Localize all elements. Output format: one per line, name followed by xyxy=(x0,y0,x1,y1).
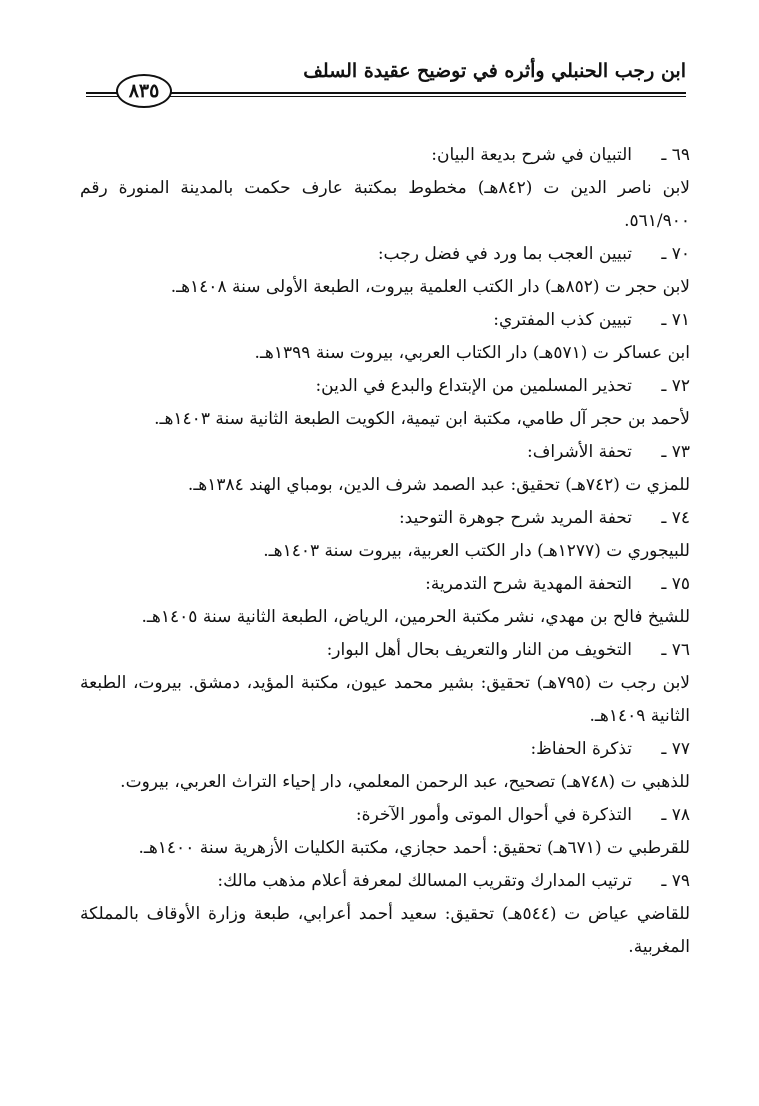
bibliography-entry xyxy=(80,634,690,733)
bibliography-entry xyxy=(80,238,690,304)
bibliography-entry xyxy=(80,502,690,568)
entry-number: ٦٩ ـ xyxy=(661,145,690,165)
entry-description: لأحمد بن حجر آل طامي، مكتبة ابن تيمية، الكويت الطبعة الثانية سنة ١٤٠٣هـ. xyxy=(154,409,690,429)
entry-title: تحذير المسلمين من الإبتداع والبدع في الدين: xyxy=(315,376,632,396)
entry-title: التخويف من النار والتعريف بحال أهل البوار: xyxy=(326,640,632,660)
entry-title: ترتيب المدارك وتقريب المسالك لمعرفة أعلام مذهب مالك: xyxy=(217,871,632,891)
entry-title: تحفة المريد شرح جوهرة التوحيد: xyxy=(398,508,632,528)
entry-title-line xyxy=(80,799,690,832)
running-title: ابن رجب الحنبلي وأثره في توضيح عقيدة السلف xyxy=(303,60,686,82)
entry-title-line xyxy=(80,634,690,667)
entry-number: ٧٦ ـ xyxy=(661,640,690,660)
bibliography-entry xyxy=(80,304,690,370)
entry-title: التحفة المهدية شرح التدمرية: xyxy=(425,574,632,594)
entry-number: ٧٠ ـ xyxy=(661,244,690,264)
entry-title-line xyxy=(80,568,690,601)
entry-title-line xyxy=(80,436,690,469)
entry-title: التبيان في شرح بديعة البيان: xyxy=(431,145,632,165)
entry-description: للشيخ فالح بن مهدي، نشر مكتبة الحرمين، الرياض، الطبعة الثانية سنة ١٤٠٥هـ. xyxy=(141,607,690,627)
entry-title: تذكرة الحفاظ: xyxy=(530,739,632,759)
entry-title: تحفة الأشراف: xyxy=(527,442,632,462)
bibliography-entry xyxy=(80,799,690,865)
entry-number: ٧٢ ـ xyxy=(661,376,690,396)
entry-number: ٧٣ ـ xyxy=(661,442,690,462)
header-rule-end xyxy=(86,92,118,97)
entry-number: ٧١ ـ xyxy=(661,310,690,330)
page-header xyxy=(86,52,686,102)
entry-description: لابن ناصر الدين ت (٨٤٢هـ) مخطوط بمكتبة عارف حكمت بالمدينة المنورة رقم ٥٦١/٩٠٠. xyxy=(80,178,690,231)
entry-title-line xyxy=(80,238,690,271)
entry-description: للقرطبي ت (٦٧١هـ) تحقيق: أحمد حجازي، مكتبة الكليات الأزهرية سنة ١٤٠٠هـ. xyxy=(138,838,690,858)
entry-description: للقاضي عياض ت (٥٤٤هـ) تحقيق: سعيد أحمد أعرابي، طبعة وزارة الأوقاف بالمملكة المغربية. xyxy=(80,904,691,957)
entry-title-line xyxy=(80,304,690,337)
entry-title-line xyxy=(80,733,690,766)
entry-title-line xyxy=(80,502,690,535)
entry-title-line xyxy=(80,370,690,403)
entry-description: ابن عساكر ت (٥٧١هـ) دار الكتاب العربي، بيروت سنة ١٣٩٩هـ. xyxy=(254,343,690,363)
entry-description: للبيجوري ت (١٢٧٧هـ) دار الكتب العربية، بيروت سنة ١٤٠٣هـ. xyxy=(263,541,690,561)
entry-title: تبيين العجب بما ورد في فضل رجب: xyxy=(377,244,632,264)
header-rule xyxy=(166,92,686,97)
entry-number: ٧٧ ـ xyxy=(661,739,690,759)
entry-number: ٧٩ ـ xyxy=(661,871,690,891)
bibliography-list xyxy=(80,139,690,964)
bibliography-entry xyxy=(80,370,690,436)
entry-number: ٧٨ ـ xyxy=(661,805,690,825)
bibliography-entry xyxy=(80,139,690,238)
entry-number: ٧٥ ـ xyxy=(661,574,690,594)
bibliography-entry xyxy=(80,436,690,502)
entry-title-line xyxy=(80,139,690,172)
entry-title: تبيين كذب المفتري: xyxy=(493,310,632,330)
entry-description: لابن حجر ت (٨٥٢هـ) دار الكتب العلمية بيروت، الطبعة الأولى سنة ١٤٠٨هـ. xyxy=(170,277,690,297)
entry-title: التذكرة في أحوال الموتى وأمور الآخرة: xyxy=(355,805,632,825)
page-number xyxy=(116,74,172,108)
bibliography-entry xyxy=(80,568,690,634)
entry-number: ٧٤ ـ xyxy=(661,508,690,528)
entry-description: للمزي ت (٧٤٢هـ) تحقيق: عبد الصمد شرف الدين، بومباي الهند ١٣٨٤هـ. xyxy=(187,475,690,495)
bibliography-entry xyxy=(80,865,690,964)
entry-title-line xyxy=(80,865,690,898)
entry-description: لابن رجب ت (٧٩٥هـ) تحقيق: بشير محمد عيون، مكتبة المؤيد، دمشق. بيروت، الطبعة الثانية ١٤٠٩هـ. xyxy=(80,673,690,726)
bibliography-entry xyxy=(80,733,690,799)
entry-description: للذهبي ت (٧٤٨هـ) تصحيح، عبد الرحمن المعلمي، دار إحياء التراث العربي، بيروت. xyxy=(120,772,690,792)
page-number-label: ٨٣٥ xyxy=(128,80,160,102)
